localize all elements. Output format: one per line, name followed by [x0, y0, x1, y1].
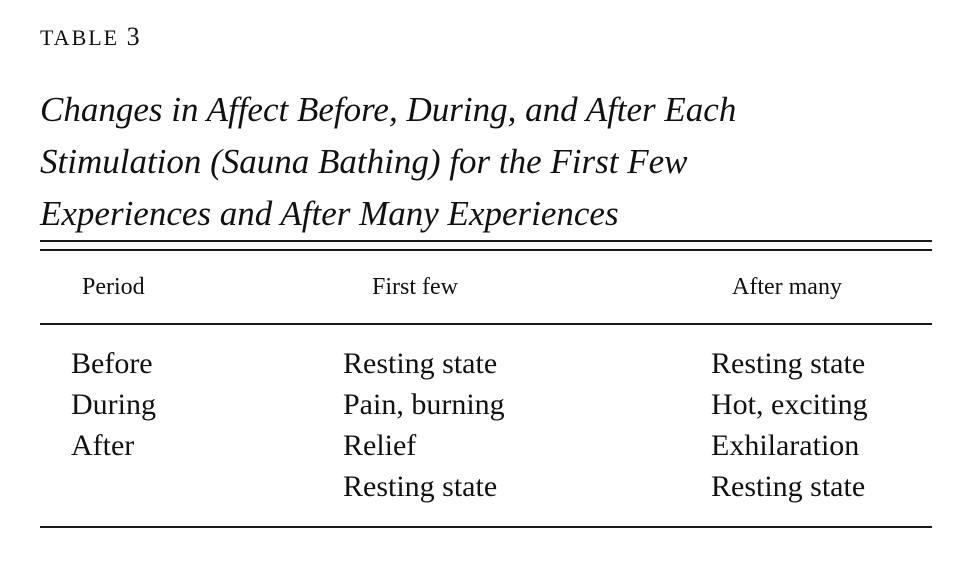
header-period: Period [82, 274, 145, 300]
row-3-first-few: Relief [343, 429, 417, 462]
row-3-after-many: Exhilaration [711, 429, 860, 462]
bottom-rule [40, 526, 932, 528]
caption-line-2: Stimulation (Sauna Bathing) for the First Few [40, 142, 688, 181]
top-rule-lower [40, 249, 932, 251]
top-rule-upper [40, 240, 932, 242]
row-1-first-few: Resting state [343, 347, 498, 380]
row-1-period: Before [71, 347, 153, 380]
table-label-number: 3 [126, 22, 141, 51]
caption-line-1: Changes in Affect Before, During, and After Each [40, 90, 737, 129]
row-2-after-many: Hot, exciting [711, 388, 868, 421]
caption-line-3: Experiences and After Many Experiences [40, 194, 619, 233]
table-caption [40, 84, 940, 240]
table-label [40, 22, 141, 52]
header-rule [40, 323, 932, 325]
row-2-first-few: Pain, burning [343, 388, 505, 421]
header-after-many: After many [732, 274, 842, 300]
header-first-few: First few [372, 274, 458, 300]
row-1-after-many: Resting state [711, 347, 866, 380]
row-3-period: After [71, 429, 135, 462]
table-label-word: TABLE [40, 25, 120, 50]
row-4-first-few: Resting state [343, 470, 498, 503]
row-2-period: During [71, 388, 156, 421]
row-4-after-many: Resting state [711, 470, 866, 503]
